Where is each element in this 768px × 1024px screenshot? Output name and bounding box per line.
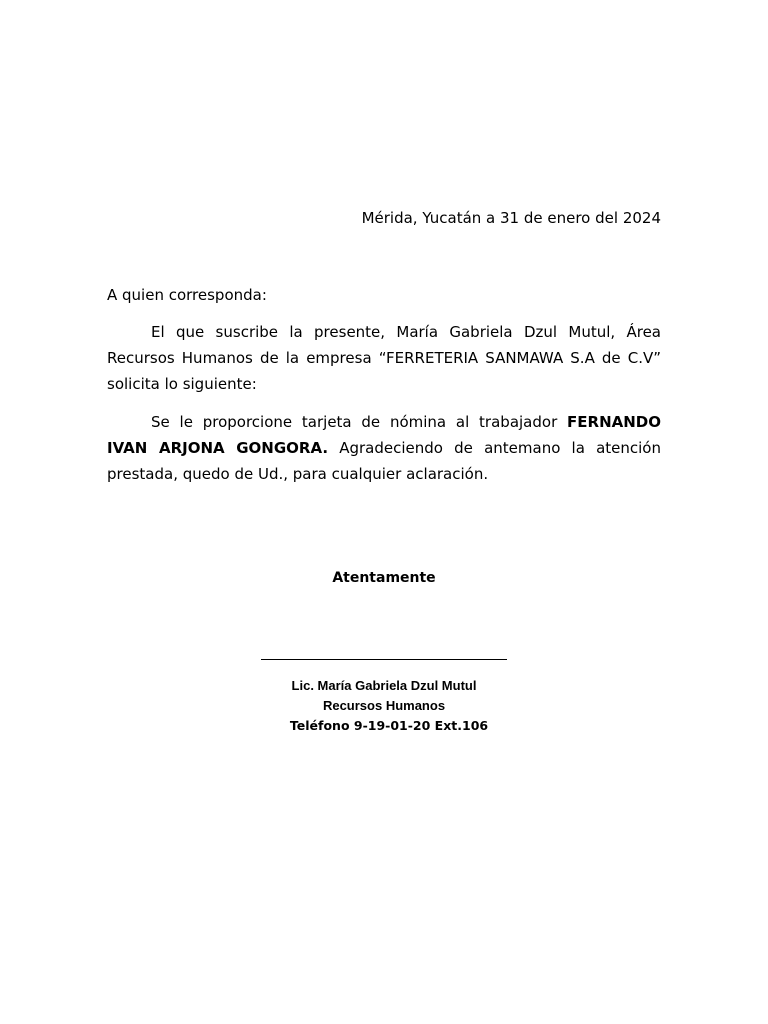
paragraph-details: [107, 409, 661, 487]
salutation: A quien corresponda:: [107, 286, 267, 304]
signer-department: Recursos Humanos: [322, 698, 446, 713]
employee-name: FERNANDO IVAN ARJONA GONGORA.: [107, 413, 661, 457]
signature-line: [261, 659, 507, 660]
paragraph-request: El que suscribe la presente, María Gabriela Dzul Mutul, Área Recursos Humanos de la empresa “FERRETERIA SANMAWA S.A de C.V” solicita lo siguiente:: [107, 323, 661, 393]
paragraph-details-closing: Agradeciendo de antemano la atención prestada, quedo de Ud., para cualquier aclaración.: [107, 439, 661, 483]
paragraph-details-intro: Se le proporcione tarjeta de nómina al trabajador: [151, 413, 568, 431]
closing-text: Atentamente: [332, 570, 436, 586]
signer-phone: Teléfono 9-19-01-20 Ext.106: [289, 718, 489, 733]
signature-block: [234, 676, 534, 716]
signer-name: Lic. María Gabriela Dzul Mutul: [291, 678, 477, 693]
date-line: Mérida, Yucatán a 31 de enero del 2024: [361, 209, 661, 227]
